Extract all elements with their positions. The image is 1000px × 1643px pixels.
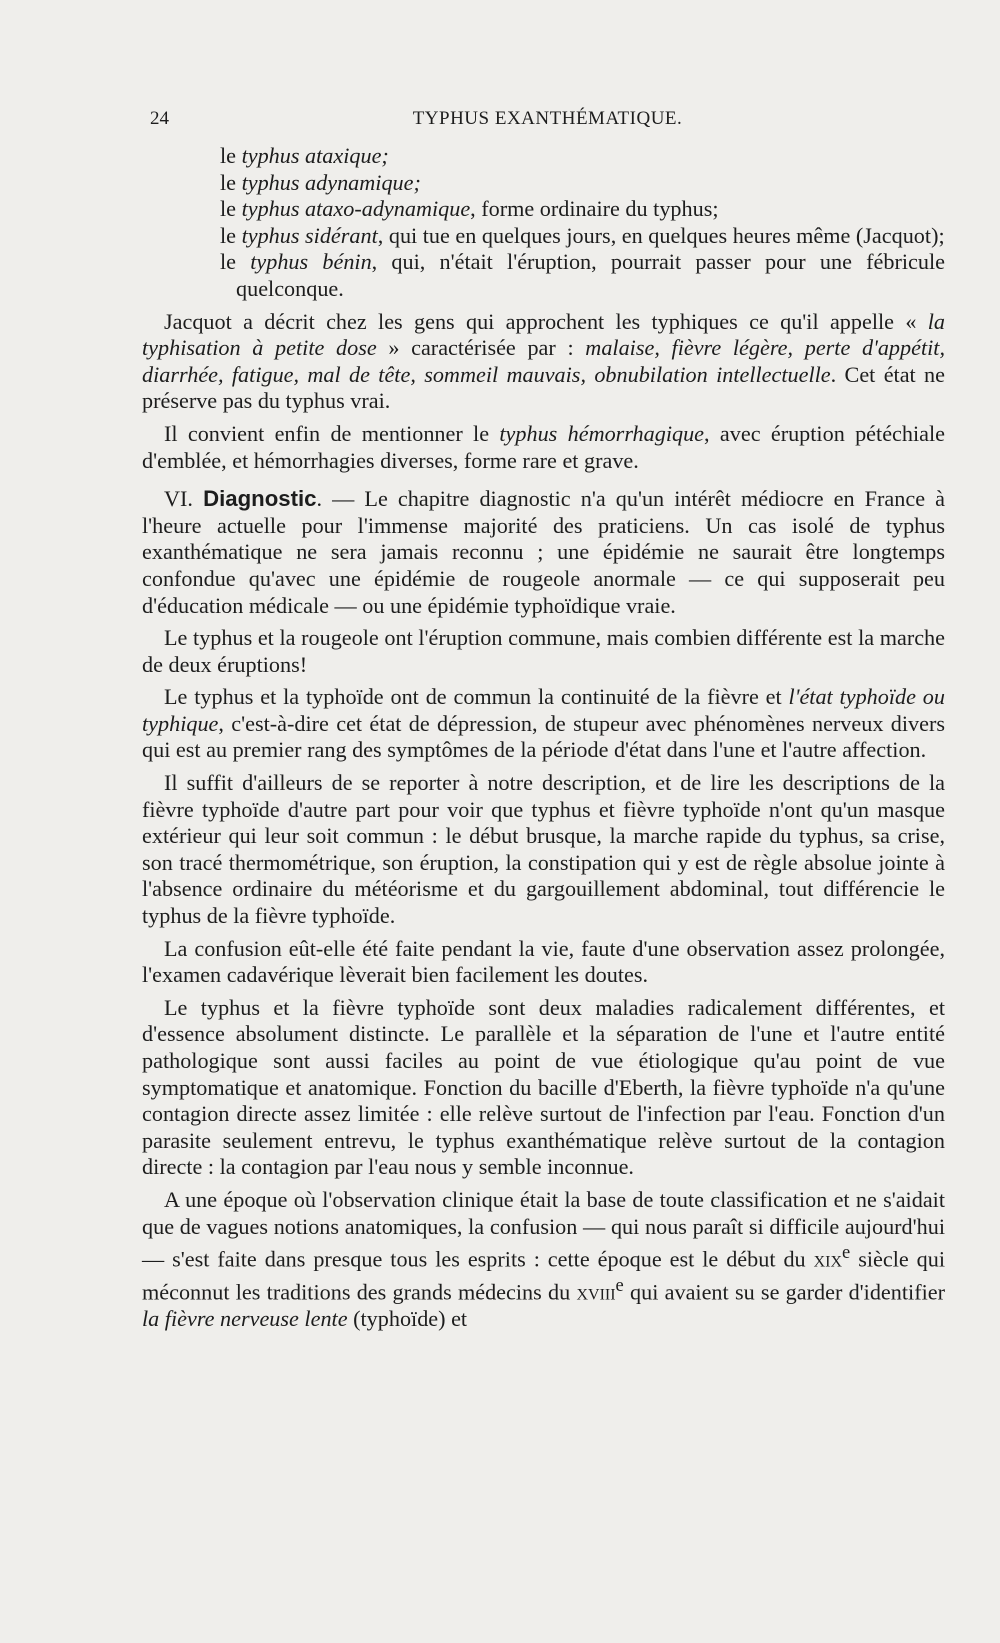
section-diagnostic: VI. Diagnostic. — Le chapitre diagnostic n'a qu'un intérêt médiocre en France à l'heure actuelle pour l'immense majorité des praticiens. Un cas isolé de typhus exanthématique ne sera jamais reconnu ; une épidémie ne saurait être longtemps confondue qu'avec une épidémie de rougeole anormale — ce qui supposerait peu d'éducation médicale — ou une épidémie typhoïdique vraie. xyxy=(142,486,945,618)
list-item: le typhus ataxique; xyxy=(220,143,389,168)
paragraph-maladies: Le typhus et la fièvre typhoïde sont deux maladies radicalement différentes, et d'essence absolument distincte. Le parallèle et la séparation de l'une et l'autre entité pathologique sont aussi faciles au point de vue étiologique qu'au point de vue symptomatique et anatomique. Fonction du bacille d'Eberth, la fièvre typhoïde n'a qu'une contagion directe assez limitée : elle relève surtout de l'infection par l'eau. Fonction d'un parasite seulement entrevu, le typhus exanthématique relève surtout de la contagion directe : la contagion par l'eau nous y semble inconnue. xyxy=(142,994,945,1180)
paragraph-hemorrhagique: Il convient enfin de mentionner le typhus hémorrhagique, avec éruption pétéchiale d'emblée, et hémorrhagies diverses, forme rare et grave. xyxy=(142,420,946,473)
paragraph-description: Il suffit d'ailleurs de se reporter à notre description, et de lire les descriptions de la fièvre typhoïde d'autre part pour voir que typhus et fièvre typhoïde n'ont qu'un masque extérieur qui leur soit commun : le début brusque, la marche rapide du typhus, sa crise, son tracé thermométrique, son éruption, la constipation qui y est de règle absolue jointe à l'absence ordinaire du météorisme et du gargouillement abdominal, tout différencie le typhus de la fièvre typhoïde. xyxy=(142,770,945,929)
section-number: VI. xyxy=(164,486,204,512)
running-title: TYPHUS EXANTHÉMATIQUE. xyxy=(412,108,683,129)
paragraph-confusion: La confusion eût-elle été faite pendant la vie, faute d'une observation assez prolongée, l'examen cadavérique lèverait bien facilement les doutes. xyxy=(142,935,945,988)
list-item: le typhus bénin, qui, n'était l'éruption, pourrait passer pour une fébricule quelconque. xyxy=(220,249,945,301)
list-item: le typhus adynamique; xyxy=(220,169,421,195)
list-item: le typhus ataxo-adynamique, forme ordinaire du typhus; xyxy=(220,196,719,222)
section-title: Diagnostic xyxy=(203,486,317,512)
body-text xyxy=(142,143,945,1333)
page-number: 24 xyxy=(150,108,169,129)
paragraph-epoque: A une époque où l'observation clinique était la base de toute classification et ne s'aidait que de vagues notions anatomiques, la confusion — qui nous paraît si difficile aujourd'hui — s'est faite dans presque tous les esprits : cette époque est le début du xix$^e$ siècle qui méconnut les traditions des grands médecins du xviii$^e$ qui avaient su se garder d'identifier la fièvre nerveuse lente (typhoïde) et xyxy=(142,1186,946,1332)
paragraph-typhisation: Jacquot a décrit chez les gens qui approchent les typhiques ce qu'il appelle « la typhisation à petite dose » caractérisée par : malaise, fièvre légère, perte d'appétit, diarrhée, fatigue, mal de tête, sommeil mauvais, obnubilation intellectuelle. Cet état ne préserve pas du typhus vrai. xyxy=(142,308,945,414)
paragraph-rougeole: Le typhus et la rougeole ont l'éruption commune, mais combien différente est la marche de deux éruptions! xyxy=(142,625,945,677)
page-header xyxy=(150,108,945,136)
paragraph-typhoide: Le typhus et la typhoïde ont de commun la continuité de la fièvre et l'état typhoïde ou typhique, c'est-à-dire cet état de dépression, de stupeur avec phénomènes nerveux divers qui est au premier rang des symptômes de la période d'état dans l'une et l'autre affection. xyxy=(142,684,945,763)
list-item: le typhus sidérant, qui tue en quelques jours, en quelques heures même (Jacquot); xyxy=(220,222,945,248)
